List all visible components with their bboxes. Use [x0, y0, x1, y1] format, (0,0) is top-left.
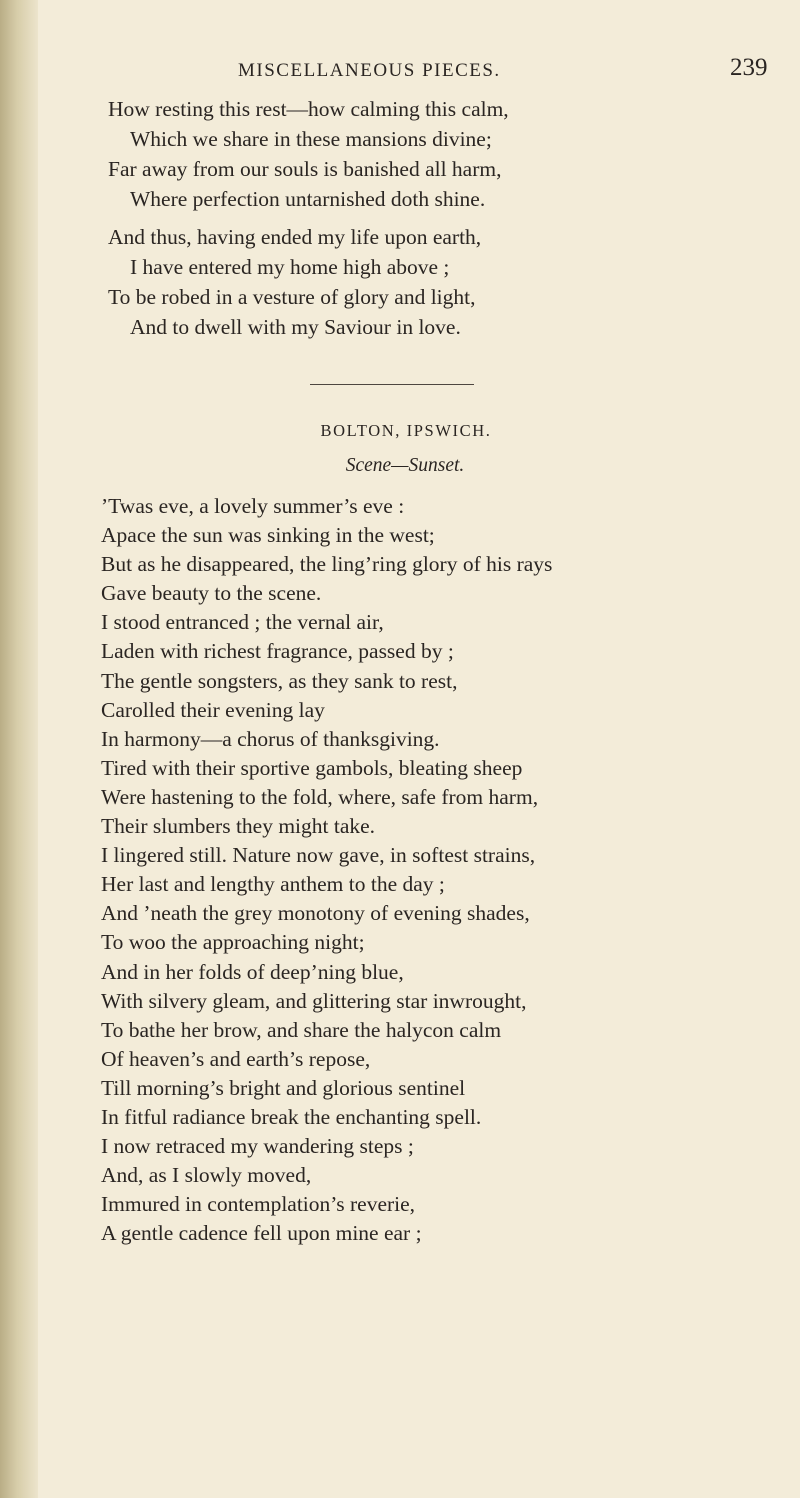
- running-head: MISCELLANEOUS PIECES.: [238, 60, 501, 81]
- poem-line: Their slumbers they might take.: [101, 814, 376, 839]
- verse-line: To be robed in a vesture of glory and light,: [108, 285, 476, 309]
- verse-line: Where perfection untarnished doth shine.: [130, 187, 486, 211]
- stanza-1: [108, 94, 509, 214]
- poem-line: Were hastening to the fold, where, safe from harm,: [101, 784, 539, 809]
- poem-body: [101, 492, 552, 1248]
- verse-line: How resting this rest—how calming this calm,: [108, 97, 509, 121]
- verse-line: And thus, having ended my life upon earth,: [108, 225, 482, 249]
- poem-line: I stood entranced ; the vernal air,: [101, 610, 384, 635]
- poem-line: I now retraced my wandering steps ;: [101, 1134, 414, 1159]
- place-heading: BOLTON, IPSWICH.: [320, 421, 492, 440]
- verse-line: I have entered my home high above ;: [130, 255, 450, 279]
- poem-line: Immured in contemplation’s reverie,: [101, 1192, 416, 1217]
- poem-line: I lingered still. Nature now gave, in softest strains,: [101, 843, 536, 868]
- verse-line: Far away from our souls is banished all harm,: [108, 157, 502, 181]
- poem-line: To woo the approaching night;: [101, 930, 365, 955]
- stanza-2: [108, 222, 481, 342]
- poem-line: Carolled their evening lay: [101, 697, 325, 722]
- poem-line: ’Twas eve, a lovely summer’s eve :: [101, 494, 405, 518]
- poem-line: And, as I slowly moved,: [101, 1163, 312, 1188]
- poem-line: The gentle songsters, as they sank to rest,: [101, 668, 458, 693]
- section-divider: [310, 384, 474, 385]
- poem-line: Apace the sun was sinking in the west;: [101, 523, 435, 548]
- poem-line: And ’neath the grey monotony of evening shades,: [101, 901, 530, 926]
- poem-line: To bathe her brow, and share the halycon calm: [101, 1017, 502, 1042]
- poem-line: Tired with their sportive gambols, bleating sheep: [101, 755, 523, 780]
- poem-line: A gentle cadence fell upon mine ear ;: [101, 1221, 422, 1246]
- poem-line: And in her folds of deep’ning blue,: [101, 959, 404, 984]
- poem-line: Gave beauty to the scene.: [101, 581, 322, 606]
- poem-line: In fitful radiance break the enchanting spell.: [101, 1104, 482, 1129]
- verse-line: And to dwell with my Saviour in love.: [130, 315, 461, 339]
- scene-subheading: Scene—Sunset.: [345, 455, 465, 476]
- verse-line: Which we share in these mansions divine;: [130, 127, 492, 151]
- poem-line: Laden with richest fragrance, passed by ;: [101, 639, 454, 664]
- poem-line: Of heaven’s and earth’s repose,: [101, 1046, 371, 1071]
- page-number: 239: [730, 54, 768, 81]
- poem-line: In harmony—a chorus of thanksgiving.: [101, 726, 440, 751]
- page-gutter-shadow: [0, 0, 38, 1498]
- poem-line: But as he disappeared, the ling’ring glory of his rays: [101, 552, 553, 577]
- poem-line: With silvery gleam, and glittering star inwrought,: [101, 988, 527, 1013]
- poem-line: Her last and lengthy anthem to the day ;: [101, 872, 445, 897]
- poem-line: Till morning’s bright and glorious sentinel: [101, 1075, 466, 1100]
